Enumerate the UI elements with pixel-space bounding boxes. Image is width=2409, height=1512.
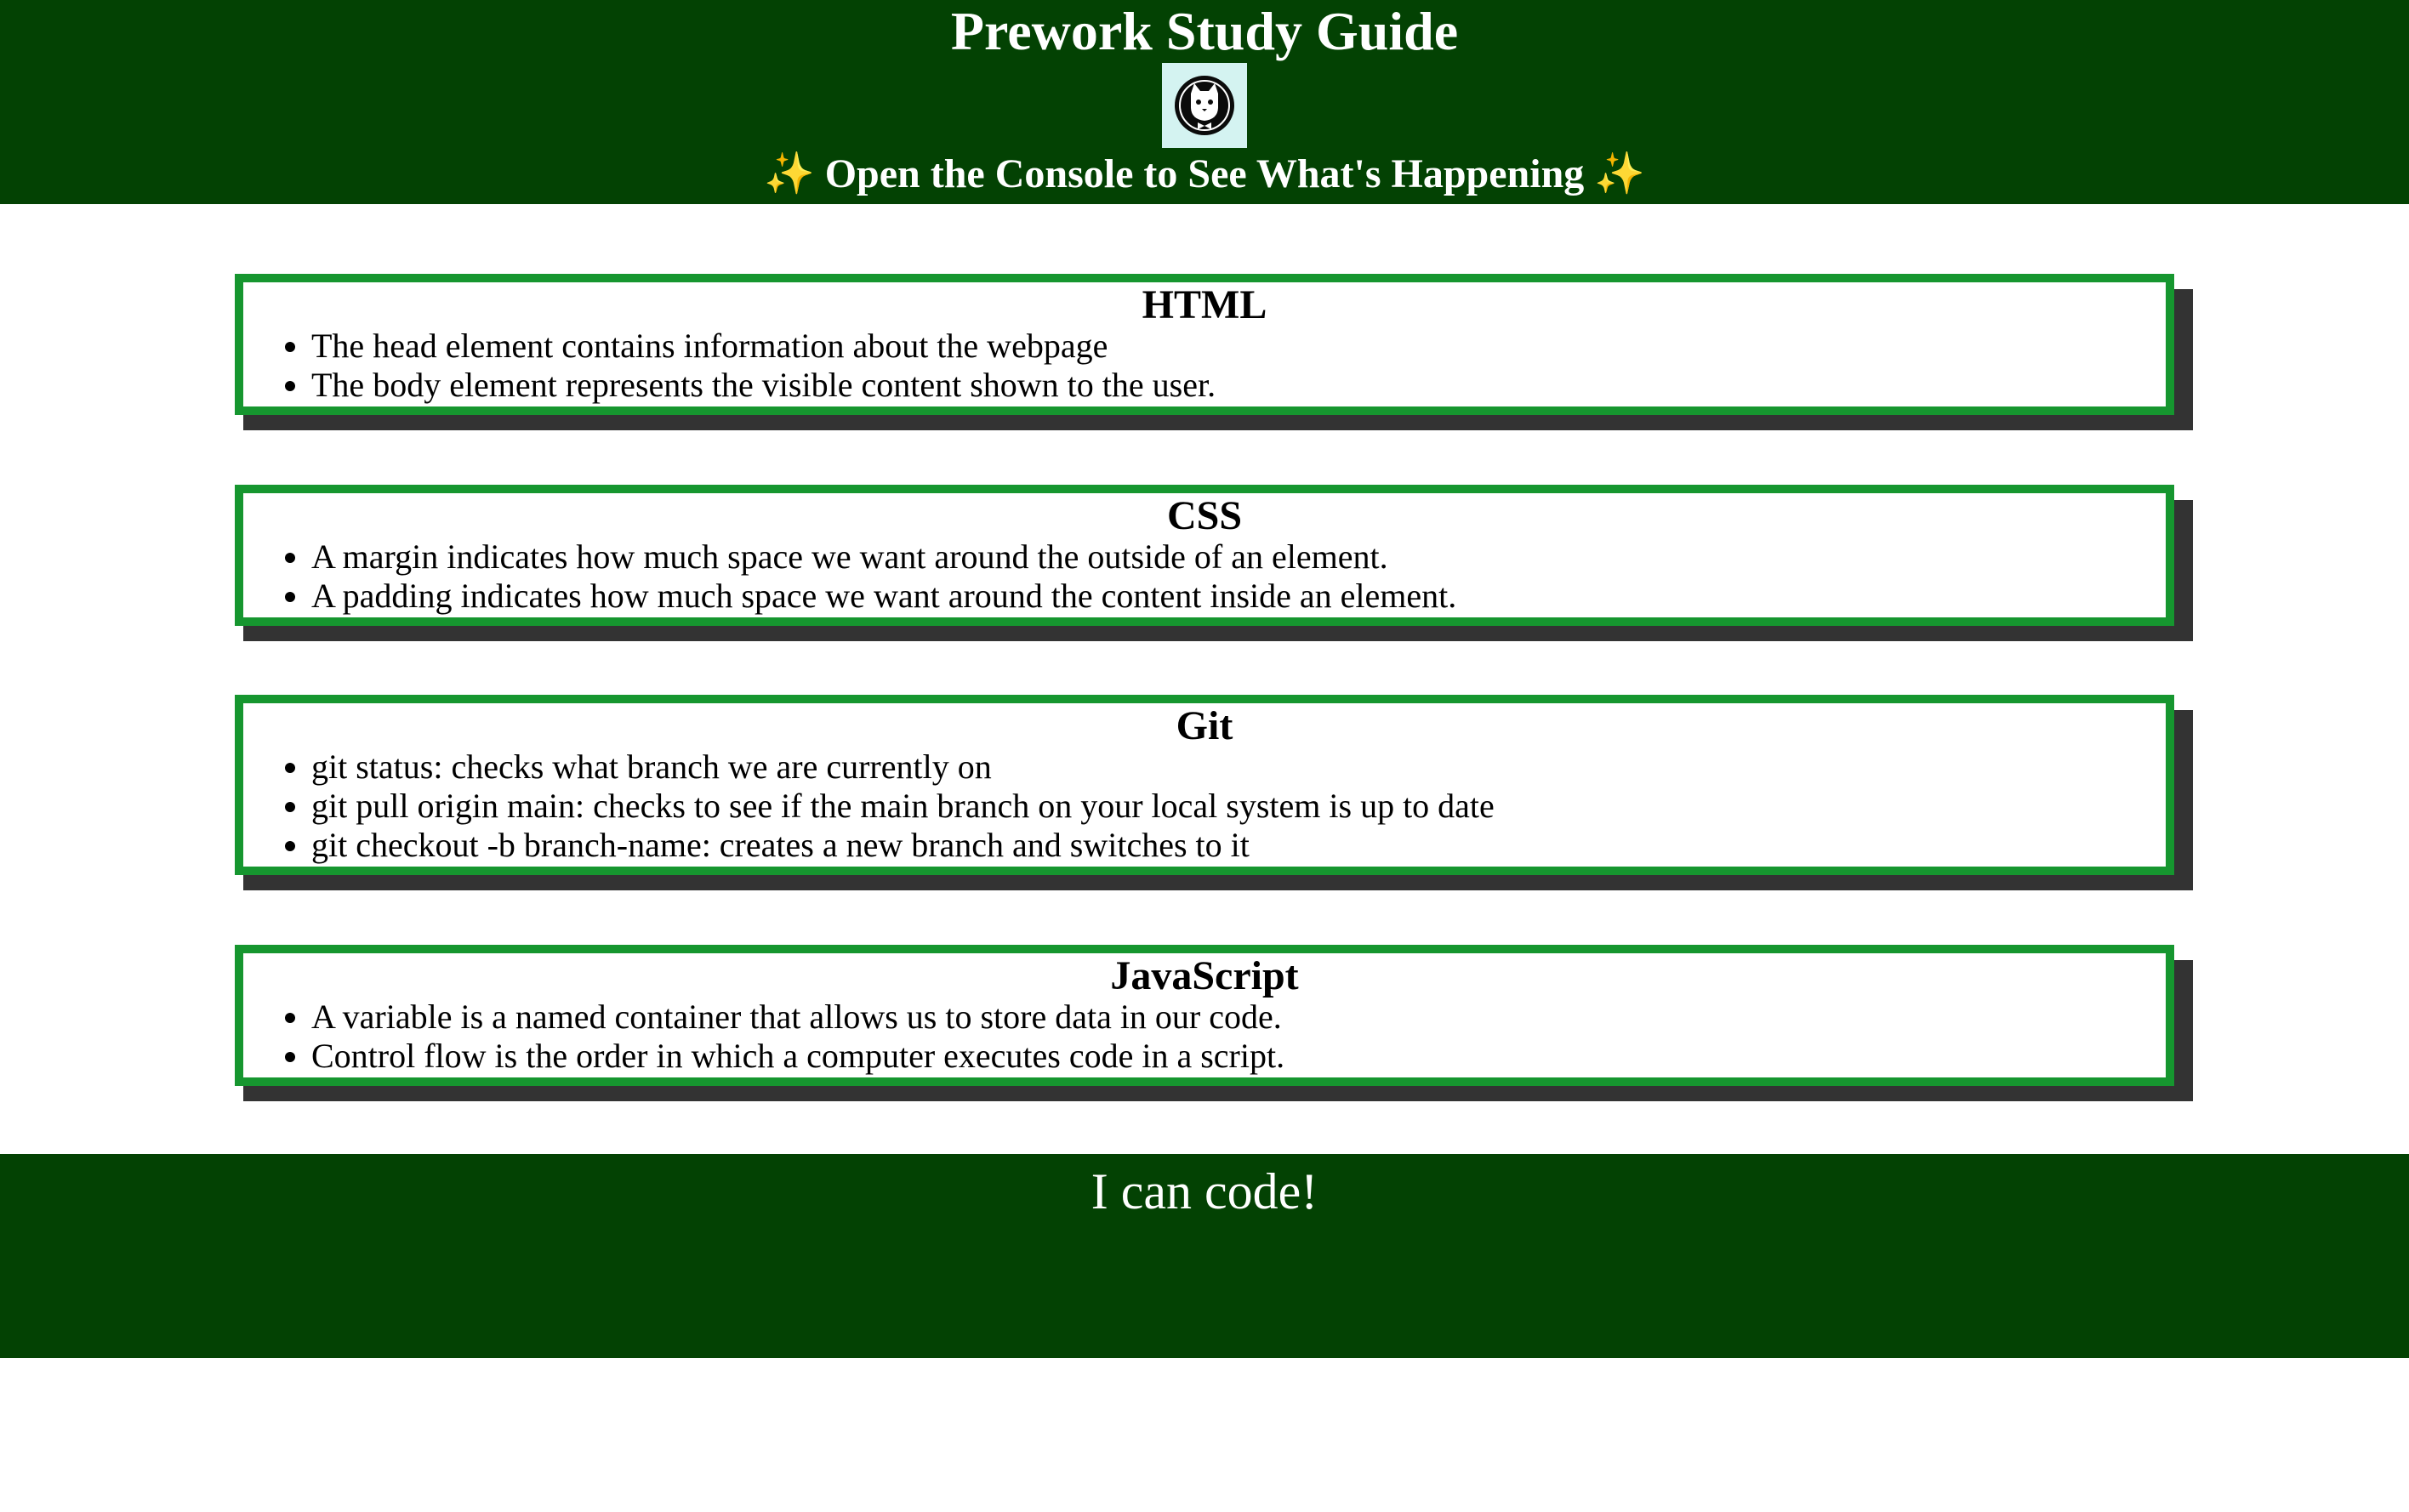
page-footer bbox=[0, 1154, 2409, 1358]
sparkle-icon: ✨ bbox=[763, 151, 815, 196]
topic-card bbox=[235, 485, 2174, 626]
list-item: • The body element represents the visible content shown to the user. bbox=[311, 366, 2166, 405]
console-hint-text: Open the Console to See What's Happening bbox=[824, 151, 1585, 196]
page-title: Prework Study Guide bbox=[950, 1, 1459, 61]
topic-card-javascript bbox=[235, 945, 2184, 1086]
topic-heading: CSS bbox=[1166, 493, 1243, 538]
topic-card-html bbox=[235, 274, 2184, 415]
cat-avatar-icon bbox=[1162, 63, 1247, 148]
topic-list bbox=[243, 537, 2166, 616]
topic-card bbox=[235, 695, 2174, 875]
topic-list bbox=[243, 998, 2166, 1076]
topic-card bbox=[235, 945, 2174, 1086]
list-item: • A padding indicates how much space we want around the content inside an element. bbox=[311, 577, 2166, 616]
topic-card-css bbox=[235, 485, 2184, 626]
topic-card-git bbox=[235, 695, 2184, 875]
topic-heading: HTML bbox=[1142, 282, 1267, 327]
topic-heading: JavaScript bbox=[1110, 953, 1299, 998]
list-item: • Control flow is the order in which a computer executes code in a script. bbox=[311, 1037, 2166, 1076]
avatar bbox=[1162, 63, 1247, 148]
list-item: • git checkout -b branch-name: creates a new branch and switches to it bbox=[311, 826, 2166, 865]
footer-text: I can code! bbox=[1091, 1163, 1318, 1219]
topic-list bbox=[243, 747, 2166, 865]
list-item: • The head element contains information about the webpage bbox=[311, 327, 2166, 366]
topic-list bbox=[243, 327, 2166, 405]
topic-card bbox=[235, 274, 2174, 415]
list-item: • git status: checks what branch we are currently on bbox=[311, 747, 2166, 787]
topic-heading: Git bbox=[1176, 703, 1233, 748]
list-item: • A margin indicates how much space we want around the outside of an element. bbox=[311, 537, 2166, 577]
console-hint bbox=[0, 146, 2409, 202]
list-item: • A variable is a named container that allows us to store data in our code. bbox=[311, 998, 2166, 1037]
sparkle-icon: ✨ bbox=[1594, 151, 1646, 196]
page-header bbox=[0, 0, 2409, 204]
list-item: • git pull origin main: checks to see if the main branch on your local system is up to date bbox=[311, 787, 2166, 826]
